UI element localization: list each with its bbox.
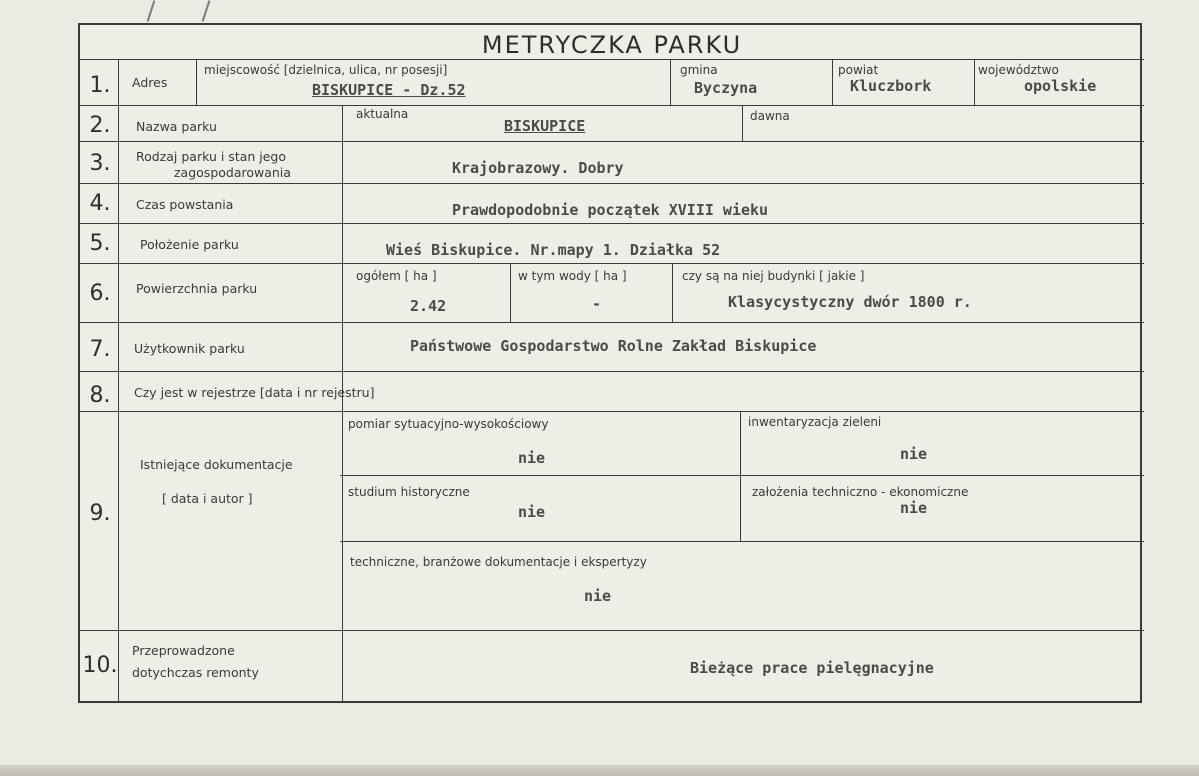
current-name-label: aktualna <box>356 107 409 121</box>
voivodeship-label: województwo <box>978 63 1059 77</box>
row-divider <box>80 59 1144 60</box>
pen-mark <box>202 0 211 22</box>
survey-label: pomiar sytuacyjno-wysokościowy <box>348 417 549 431</box>
row-divider <box>340 541 1144 542</box>
locality-value: BISKUPICE - Dz.52 <box>312 81 466 99</box>
row-number: 3. <box>89 151 111 176</box>
row-divider <box>80 141 1144 142</box>
user-value: Państwowe Gospodarstwo Rolne Zakład Biskupice <box>410 337 817 355</box>
park-type-label-line2: zagospodarowania <box>174 165 291 180</box>
row-number: 7. <box>89 337 111 362</box>
row-divider <box>80 183 1144 184</box>
location-label: Położenie parku <box>140 237 239 252</box>
voivodeship-value: opolskie <box>1024 77 1097 95</box>
user-label: Użytkownik parku <box>134 341 245 356</box>
row-divider <box>80 263 1144 264</box>
greenery-inventory-value: nie <box>900 445 928 463</box>
area-label: Powierzchnia parku <box>136 281 258 296</box>
row-number: 8. <box>89 383 111 408</box>
area-water-label: w tym wody [ ha ] <box>518 269 627 283</box>
row-number: 4. <box>89 191 111 216</box>
renovations-label-line1: Przeprowadzone <box>132 643 235 658</box>
historical-study-label: studium historyczne <box>348 485 470 499</box>
gmina-label: gmina <box>680 63 718 77</box>
documentation-label-line1: Istniejące dokumentacje <box>140 457 293 472</box>
column-divider <box>974 59 975 105</box>
buildings-value: Klasycystyczny dwór 1800 r. <box>728 293 972 311</box>
historical-study-value: nie <box>518 503 546 521</box>
park-record-card <box>78 23 1142 703</box>
area-water-value: - <box>592 295 602 313</box>
column-divider <box>670 59 671 105</box>
renovations-value: Bieżące prace pielęgnacyjne <box>690 659 934 677</box>
row-number: 6. <box>89 281 111 306</box>
powiat-label: powiat <box>838 63 879 77</box>
creation-time-value: Prawdopodobnie początek XVIII wieku <box>452 201 769 219</box>
locality-label: miejscowość [dzielnica, ulica, nr posesji] <box>204 63 448 77</box>
park-type-value: Krajobrazowy. Dobry <box>452 159 624 177</box>
column-divider <box>342 105 343 703</box>
expert-docs-label: techniczne, branżowe dokumentacje i ekspertyzy <box>350 555 647 569</box>
pen-mark <box>147 0 156 22</box>
location-value: Wieś Biskupice. Nr.mapy 1. Działka 52 <box>386 241 721 259</box>
area-total-value: 2.42 <box>410 297 447 315</box>
area-total-label: ogółem [ ha ] <box>356 269 437 283</box>
row-number: 2. <box>89 113 111 138</box>
column-divider <box>832 59 833 105</box>
buildings-label: czy są na niej budynki [ jakie ] <box>682 269 865 283</box>
row-number: 9. <box>89 501 111 526</box>
row-divider <box>80 630 1144 631</box>
renovations-label-line2: dotychczas remonty <box>132 665 259 680</box>
documentation-label-line2: [ data i autor ] <box>162 491 253 506</box>
row-number: 5. <box>89 231 111 256</box>
row-number: 10. <box>82 653 118 678</box>
row-divider <box>80 105 1144 106</box>
column-divider <box>672 263 673 322</box>
former-name-label: dawna <box>750 109 790 123</box>
card-edge <box>0 765 1199 776</box>
row-divider <box>80 223 1144 224</box>
tech-econ-value: nie <box>900 499 928 517</box>
expert-docs-value: nie <box>584 587 612 605</box>
form-title: METRYCZKA PARKU <box>481 31 743 59</box>
greenery-inventory-label: inwentaryzacja zieleni <box>748 415 882 429</box>
park-type-label-line1: Rodzaj parku i stan jego <box>136 149 287 164</box>
park-name-label: Nazwa parku <box>136 119 217 134</box>
row-divider <box>340 475 1144 476</box>
gmina-value: Byczyna <box>694 79 758 97</box>
tech-econ-label: założenia techniczno - ekonomiczne <box>752 485 969 499</box>
survey-value: nie <box>518 449 546 467</box>
row-divider <box>80 411 1144 412</box>
column-divider <box>510 263 511 322</box>
column-divider <box>196 59 197 105</box>
register-label: Czy jest w rejestrze [data i nr rejestru] <box>134 385 375 400</box>
column-divider <box>742 105 743 141</box>
column-divider <box>740 411 741 541</box>
powiat-value: Kluczbork <box>850 77 932 95</box>
row-divider <box>80 371 1144 372</box>
creation-time-label: Czas powstania <box>136 197 234 212</box>
current-name-value: BISKUPICE <box>504 117 586 135</box>
row-number: 1. <box>89 73 111 98</box>
address-label: Adres <box>132 75 168 90</box>
row-divider <box>80 322 1144 323</box>
